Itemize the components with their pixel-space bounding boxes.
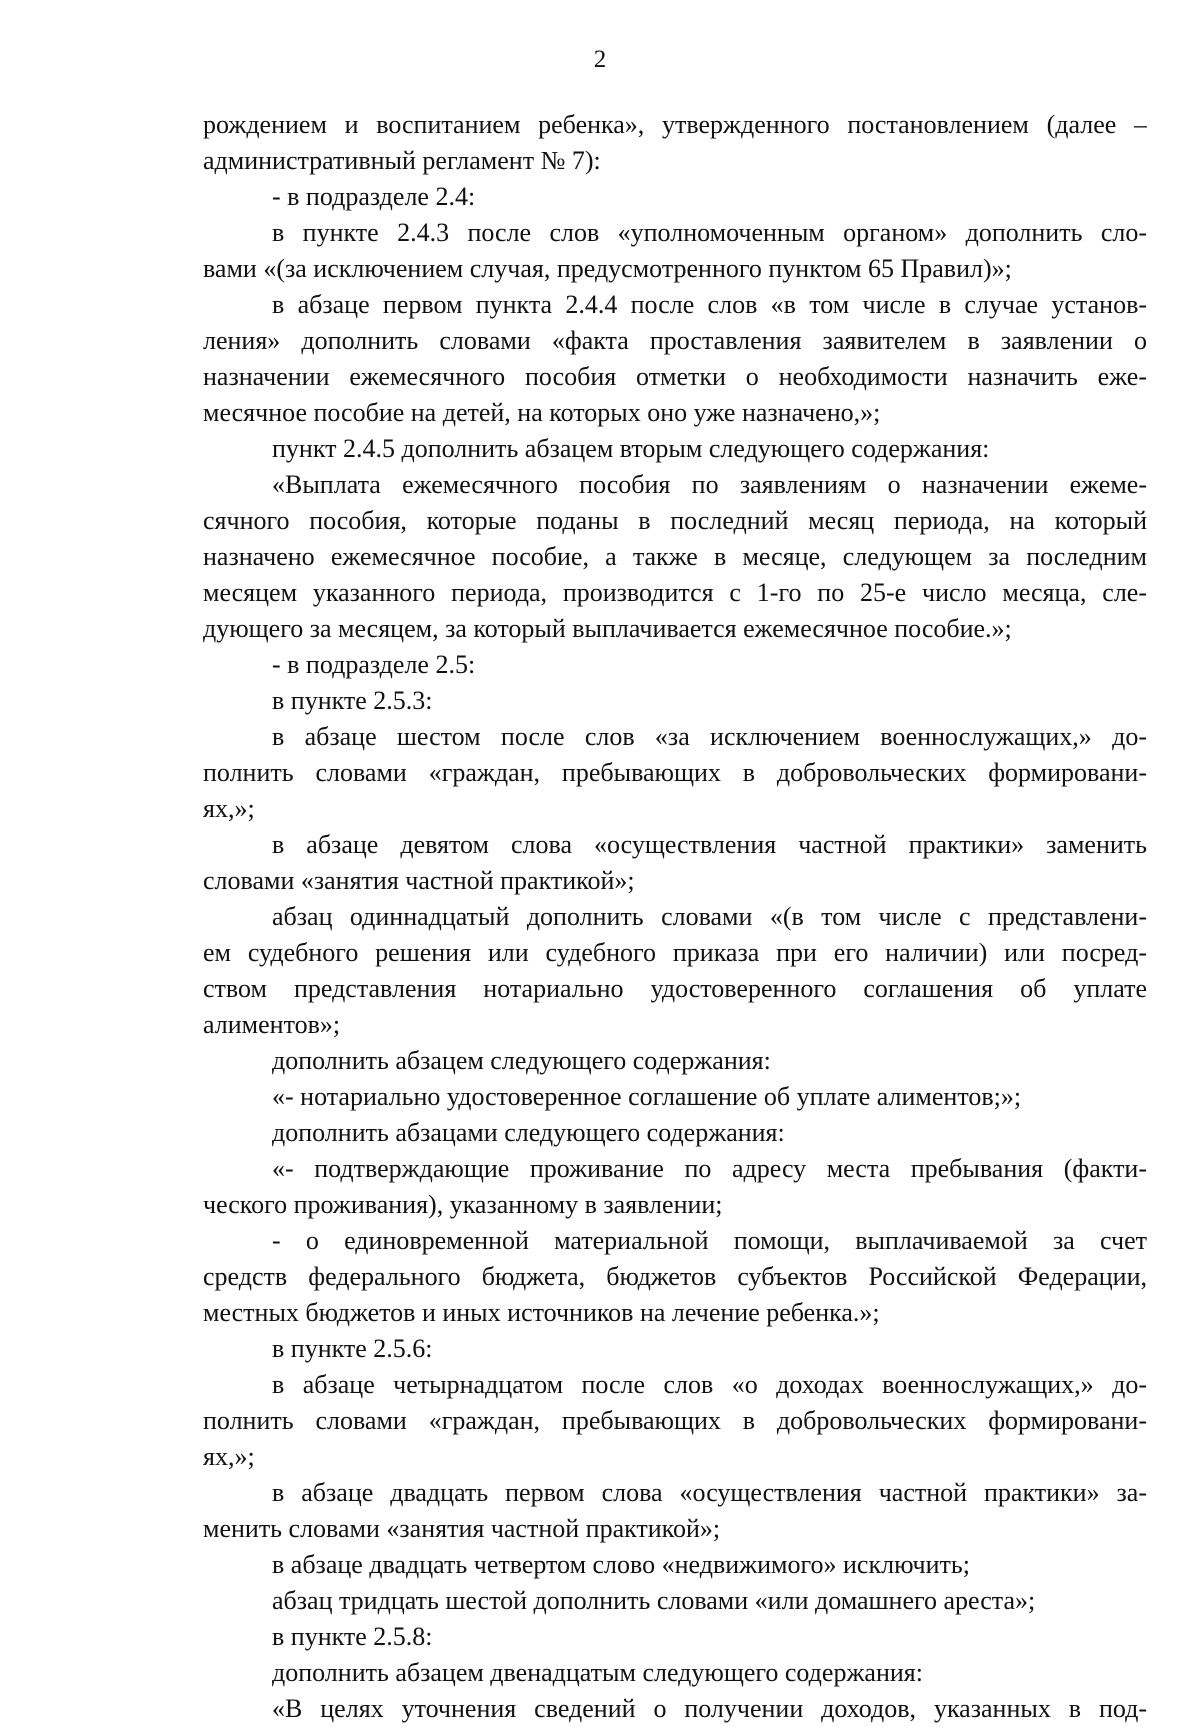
text-line: в пункте 2.5.8:: [272, 1622, 433, 1651]
text-line: рождением и воспитанием ребенка», утвержденного постановлением (далее –: [203, 110, 1147, 139]
text-line: ем судебного решения или судебного приказа при его наличии) или посред-: [203, 938, 1147, 967]
text-line: в абзаце двадцать четвертом слово «недвижимого» исключить;: [272, 1550, 970, 1579]
text-line: средств федерального бюджета, бюджетов субъектов Российской Федерации,: [203, 1262, 1147, 1291]
document-body: [203, 107, 1147, 1727]
text-line: в абзаце девятом слова «осуществления частной практики» заменить: [272, 830, 1147, 859]
text-line: абзац одиннадцатый дополнить словами «(в том числе с представлени-: [272, 902, 1147, 931]
text-line: административный регламент № 7):: [203, 146, 601, 175]
text-line: ях,»;: [203, 1442, 255, 1471]
text-line: «- подтверждающие проживание по адресу места пребывания (факти-: [272, 1154, 1147, 1183]
text-line: дующего за месяцем, за который выплачивается ежемесячное пособие.»;: [203, 614, 1012, 643]
text-line: менить словами «занятия частной практикой»;: [203, 1514, 721, 1543]
text-line: - о единовременной материальной помощи, выплачиваемой за счет: [272, 1226, 1147, 1255]
text-line: в абзаце четырнадцатом после слов «о доходах военнослужащих,» до-: [272, 1370, 1147, 1399]
text-line: месячное пособие на детей, на которых оно уже назначено,»;: [203, 398, 881, 427]
text-line: - в подразделе 2.4:: [272, 182, 476, 211]
text-line: ством представления нотариально удостоверенного соглашения об уплате: [203, 974, 1147, 1003]
text-line: местных бюджетов и иных источников на лечение ребенка.»;: [203, 1298, 880, 1327]
text-line: «- нотариально удостоверенное соглашение об уплате алиментов;»;: [272, 1082, 1022, 1111]
text-line: «В целях уточнения сведений о получении доходов, указанных в под-: [272, 1694, 1147, 1723]
text-line: в абзаце двадцать первом слова «осуществления частной практики» за-: [272, 1478, 1147, 1507]
text-line: дополнить абзацем двенадцатым следующего содержания:: [272, 1658, 923, 1687]
text-line: в пункте 2.5.6:: [272, 1334, 433, 1363]
text-line: назначении ежемесячного пособия отметки о необходимости назначить еже-: [203, 362, 1147, 391]
text-line: алиментов»;: [203, 1010, 341, 1039]
text-line: вами «(за исключением случая, предусмотренного пунктом 65 Правил)»;: [203, 254, 1012, 283]
text-line: сячного пособия, которые поданы в последний месяц периода, на который: [203, 506, 1147, 535]
text-line: дополнить абзацем следующего содержания:: [272, 1046, 771, 1075]
text-line: полнить словами «граждан, пребывающих в добровольческих формировани-: [203, 1406, 1147, 1435]
text-line: в пункте 2.4.3 после слов «уполномоченным органом» дополнить сло-: [272, 218, 1147, 247]
text-line: словами «занятия частной практикой»;: [203, 866, 635, 895]
text-line: в абзаце шестом после слов «за исключением военнослужащих,» до-: [272, 722, 1147, 751]
text-line: ях,»;: [203, 794, 255, 823]
text-line: ления» дополнить словами «факта проставления заявителем в заявлении о: [203, 326, 1147, 355]
text-line: ческого проживания), указанному в заявлении;: [203, 1190, 723, 1219]
text-line: в абзаце первом пункта 2.4.4 после слов «в том числе в случае установ-: [272, 290, 1147, 319]
text-line: в пункте 2.5.3:: [272, 686, 433, 715]
text-line: месяцем указанного периода, производится с 1-го по 25-е число месяца, сле-: [203, 578, 1147, 607]
text-line: - в подразделе 2.5:: [272, 650, 476, 679]
text-line: абзац тридцать шестой дополнить словами «или домашнего ареста»;: [272, 1586, 1036, 1615]
text-line: назначено ежемесячное пособие, а также в месяце, следующем за последним: [203, 542, 1147, 571]
text-line: полнить словами «граждан, пребывающих в добровольческих формировани-: [203, 758, 1147, 787]
text-line: дополнить абзацами следующего содержания:: [272, 1118, 785, 1147]
text-line: пункт 2.4.5 дополнить абзацем вторым следующего содержания:: [272, 434, 990, 463]
text-line: «Выплата ежемесячного пособия по заявлениям о назначении ежеме-: [272, 470, 1147, 499]
page-number: 2: [593, 46, 607, 73]
